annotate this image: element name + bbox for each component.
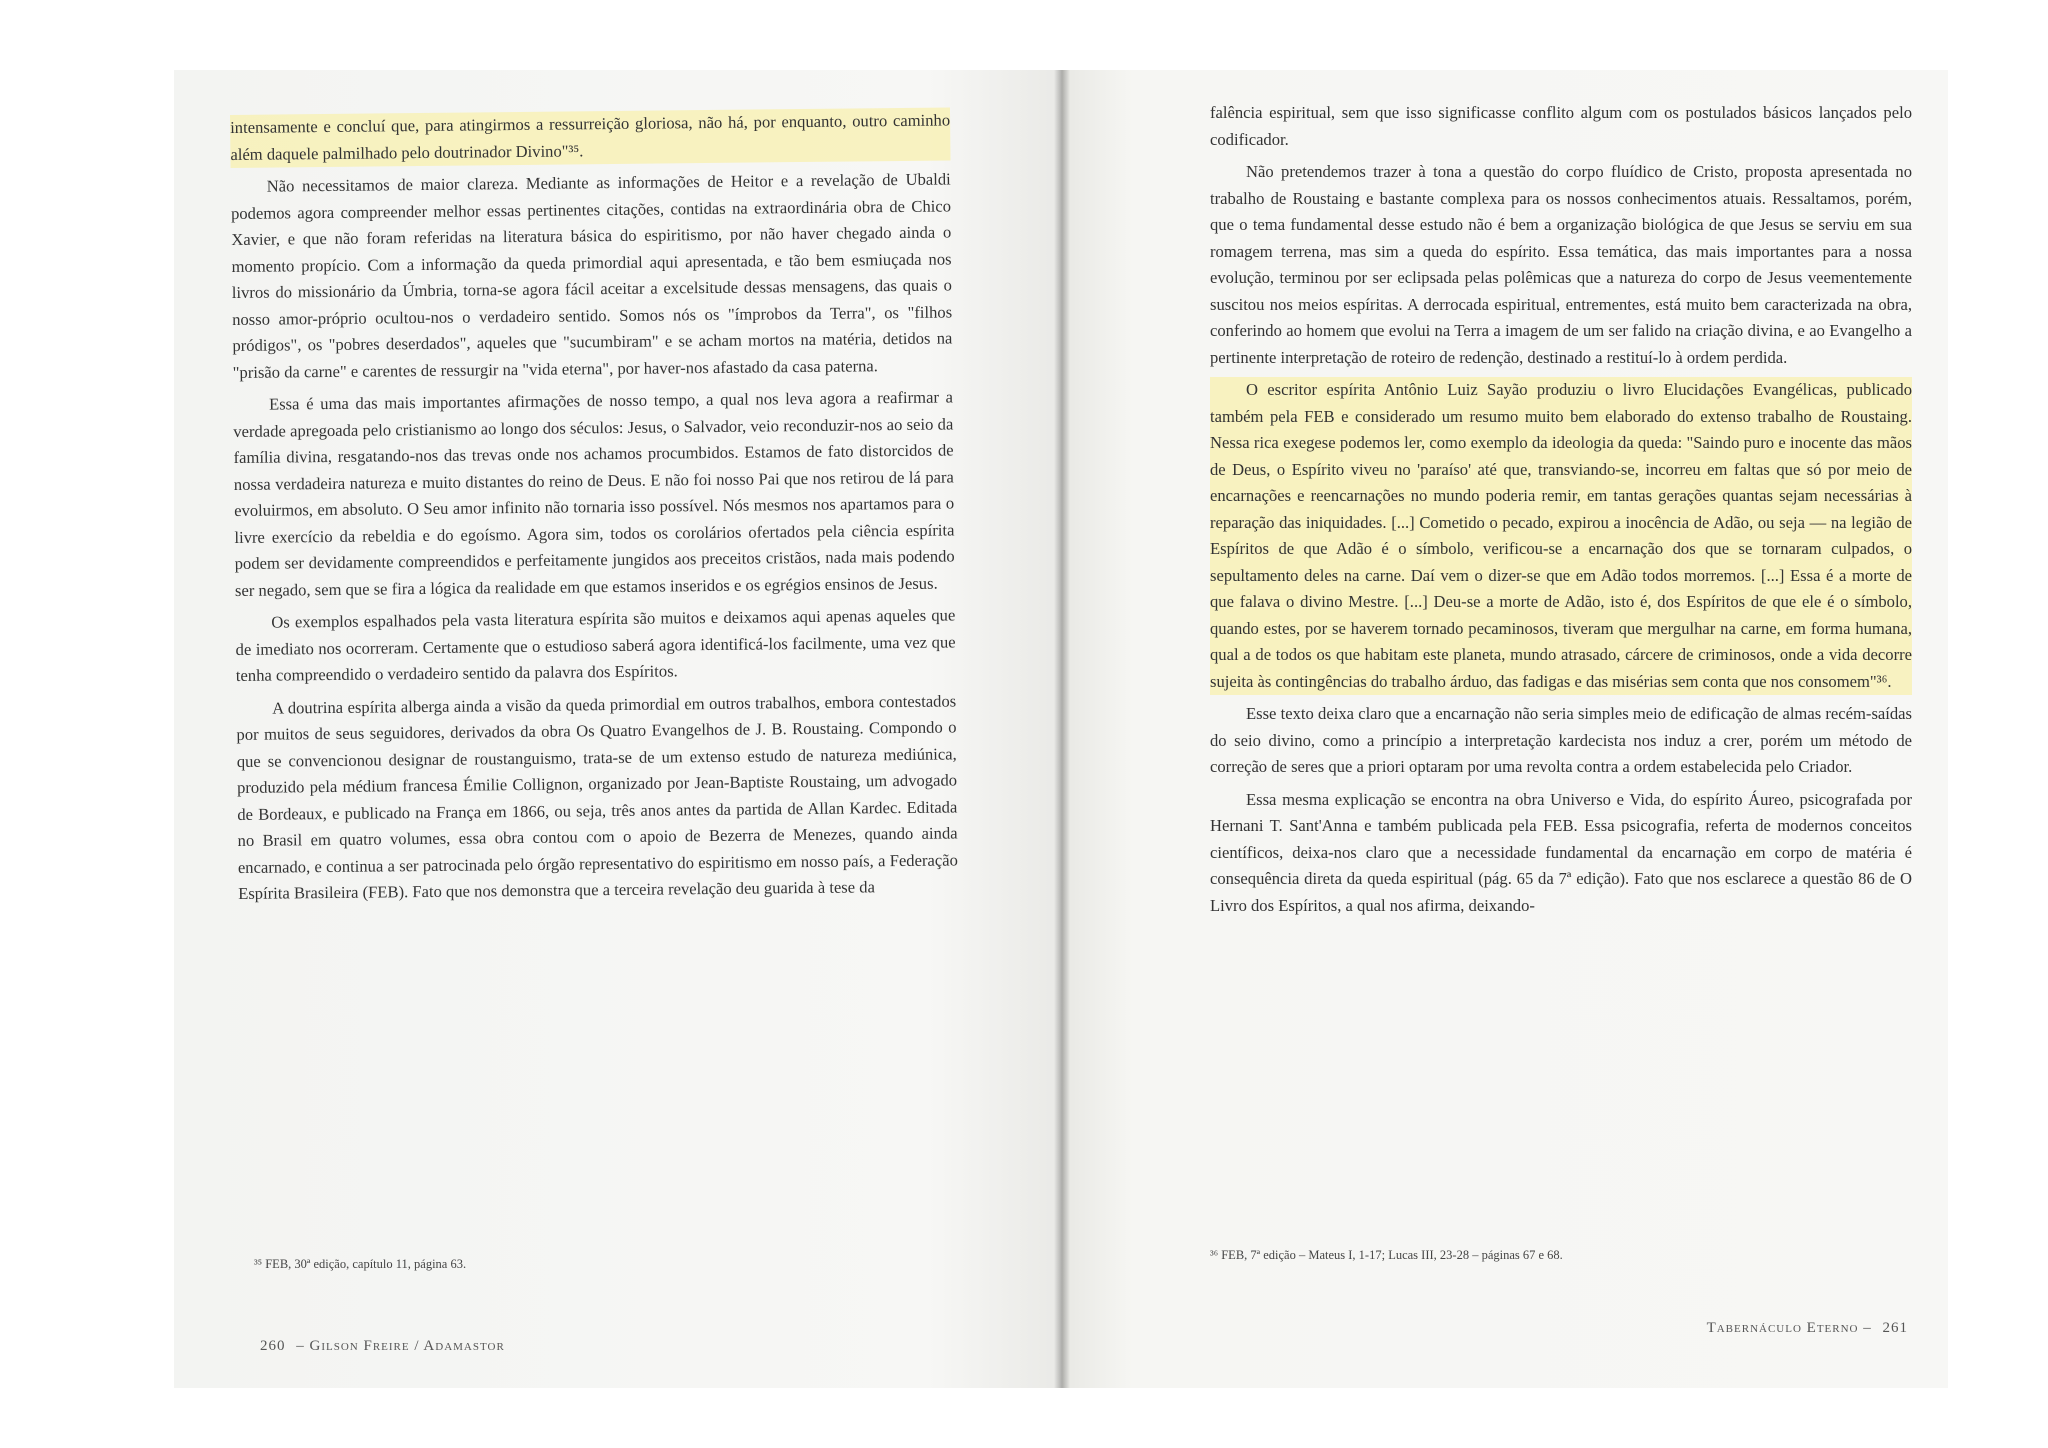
left-page xyxy=(174,70,1062,1388)
book-gutter xyxy=(1054,70,1070,1388)
right-paragraph: Essa mesma explicação se encontra na obra Universo e Vida, do espírito Áureo, psicografada por Hernani T. Sant'Anna e também publicada pela FEB. Essa psicografia, referta de modernos conceitos científicos, deixa-nos claro que a necessidade fundamental da encarnação em corpo de matéria é consequência direta da queda espiritual (pág. 65 da 7ª edição). Fato que nos esclarece a questão 86 de O Livro dos Espíritos, a qual nos afirma, deixando- xyxy=(1210,789,1912,915)
right-paragraph: Não pretendemos trazer à tona a questão do corpo fluídico de Cristo, proposta apresentada no trabalho de Roustaing e bastante complexa para os nossos conhecimentos atuais. Ressaltamos, porém, que o tema fundamental desse estudo não é bem a organização biológica de que Jesus se serviu em sua romagem terrena, mas sim a queda do espírito. Essa temática, das mais importantes para a nossa evolução, terminou por ser eclipsada pelas polêmicas que a natureza do corpo de Jesus veementemente suscitou nos meios espíritas. A derrocada espiritual, entrementes, está muito bem caracterizada na obra, conferindo ao homem que evolui na Terra a imagem de um ser falido na criação divina, e ao Evangelho a pertinente interpretação de roteiro de redenção, destinado a restituí-lo à ordem perdida. xyxy=(1210,162,1912,367)
left-paragraph: A doutrina espírita alberga ainda a visão da queda primordial em outros trabalhos, embora contestados por muitos de seus seguidores, derivados da obra Os Quatro Evangelhos de J. B. Roustaing. Compondo o que se convencionou designar de roustanguismo, trata-se de um extenso estudo de natureza mediúnica, produzido pela médium francesa Émilie Collignon, organizado por Jean-Baptiste Roustaing, um advogado de Bordeaux, e publicado na França em 1866, ou seja, três anos antes da partida de Allan Kardec. Editada no Brasil em quatro volumes, essa obra contou com o apoio de Bezerra de Menezes, quando ainda encarnado, e continua a ser patrocinada pelo órgão representativo do espiritismo em nosso país, a Federação Espírita Brasileira (FEB). Fato que nos demonstra que a terceira revelação deu guarida à tese da xyxy=(236,690,958,903)
left-page-body xyxy=(230,107,958,913)
left-folio xyxy=(254,1338,505,1355)
running-head-left: Gilson Freire / Adamastor xyxy=(309,1338,505,1354)
right-folio xyxy=(1707,1320,1914,1337)
left-paragraph: Não necessitamos de maior clareza. Mediante as informações de Heitor e a revelação de Ubaldi podemos agora compreender melhor essas pertinentes citações, contidas na extraordinária obra de Chico Xavier, e que não foram referidas na literatura básica do espiritismo, por não haver chegado ainda o momento propício. Com a informação da queda primordial aqui apresentada, e tão bem esmiuçada nos livros do missionário da Úmbria, torna-se agora fácil aceitar a excelsitude dessas mensagens, das quais o nosso amor-próprio ocultou-nos o verdadeiro sentido. Somos nós os "ímprobos da Terra", os "filhos pródigos", os "pobres deserdados", aqueles que "sucumbiram" e se acham mortos na matéria, detidos na "prisão da carne" e carentes de ressurgir na "vida eterna", por haver-nos afastado da casa paterna. xyxy=(230,169,953,382)
folio-separator: – xyxy=(1863,1320,1872,1336)
left-footnote: ³⁵ FEB, 30ª edição, capítulo 11, página 63. xyxy=(254,1257,467,1271)
folio-separator: – xyxy=(296,1338,305,1354)
left-paragraph: intensamente e concluí que, para atingirmos a ressurreição gloriosa, não há, por enquanto, outro caminho além daquele palmilhado pelo doutrinador Divino"³⁵. xyxy=(230,107,951,168)
left-paragraph: Os exemplos espalhados pela vasta literatura espírita são muitos e deixamos aqui apenas aqueles que de imediato nos ocorreram. Certamente que o estudioso saberá agora identificá-los facilmente, uma vez que tenha compreendido o verdadeiro sentido da palavra dos Espíritos. xyxy=(235,605,956,685)
right-paragraph: Esse texto deixa claro que a encarnação não seria simples meio de edificação de almas recém-saídas do seio divino, como a princípio a interpretação kardecista nos induz a crer, porém um método de correção de seres que a priori optaram por uma revolta contra a ordem estabelecida pelo Criador. xyxy=(1210,704,1912,776)
right-paragraph: O escritor espírita Antônio Luiz Sayão produziu o livro Elucidações Evangélicas, publicado também pela FEB e considerado um resumo muito bem elaborado do extenso trabalho de Roustaing. Nessa rica exegese podemos ler, como exemplo da ideologia da queda: "Saindo puro e inocente das mãos de Deus, o Espírito viveu no 'paraíso' até que, transviando-se, incorreu em faltas que só por meio de encarnações e reencarnações no mundo poderia remir, em tantas gerações quantas sejam necessárias à reparação das iniquidades. [...] Cometido o pecado, expirou a inocência de Adão, ou seja — na legião de Espíritos de que Adão é o símbolo, verificou-se a encarnação dos que se tornaram culpados, o sepultamento deles na carne. Daí vem o dizer-se que em Adão todos morremos. [...] Essa é a morte de que falava o divino Mestre. [...] Deu-se a morte de Adão, isto é, dos Espíritos de que ele é o símbolo, quando estes, por se haverem tornado pecaminosos, tiveram que mergulhar na carne, em forma humana, qual a de todos os que habitam este planeta, mundo atrasado, cárcere de criminosos, onde a vida decorre sujeita às contingências do trabalho árduo, das fadigas e das misérias sem conta que nos consomem"³⁶. xyxy=(1210,377,1912,695)
left-paragraph: Essa é uma das mais importantes afirmações de nosso tempo, a qual nos leva agora a reafirmar a verdade apregoada pelo cristianismo ao longo dos séculos: Jesus, o Salvador, veio reconduzir-nos ao seio da família divina, resgatando-nos das trevas onde nos achamos procumbidos. Estamos de fato distorcidos de nossa verdadeira natureza e muito distantes do reino de Deus. E não foi nosso Pai que nos retirou de lá para evoluirmos, em absoluto. O Seu amor infinito não tornaria isso possível. Nós mesmos nos apartamos para o livre exercício da rebeldia e do egoísmo. Agora sim, todos os corolários ofertados pela ciência espírita podem ser devidamente compreendidos e perfeitamente jungidos aos preceitos cristãos, nada mais podendo ser negado, sem que se fira a lógica da realidade em que estamos inseridos e os egrégios ensinos de Jesus. xyxy=(233,387,955,600)
right-paragraph: falência espiritual, sem que isso significasse conflito algum com os postulados básicos lançados pelo codificador. xyxy=(1210,103,1912,149)
right-footnote: ³⁶ FEB, 7ª edição – Mateus I, 1-17; Lucas III, 23-28 – páginas 67 e 68. xyxy=(1210,1248,1563,1262)
book-spread xyxy=(174,70,1948,1388)
running-head-right: Tabernáculo Eterno xyxy=(1706,1320,1859,1336)
page-number-left: 260 xyxy=(260,1338,286,1354)
page-number-right: 261 xyxy=(1882,1320,1908,1336)
right-page-body xyxy=(1210,100,1912,925)
right-page xyxy=(1062,70,1948,1388)
